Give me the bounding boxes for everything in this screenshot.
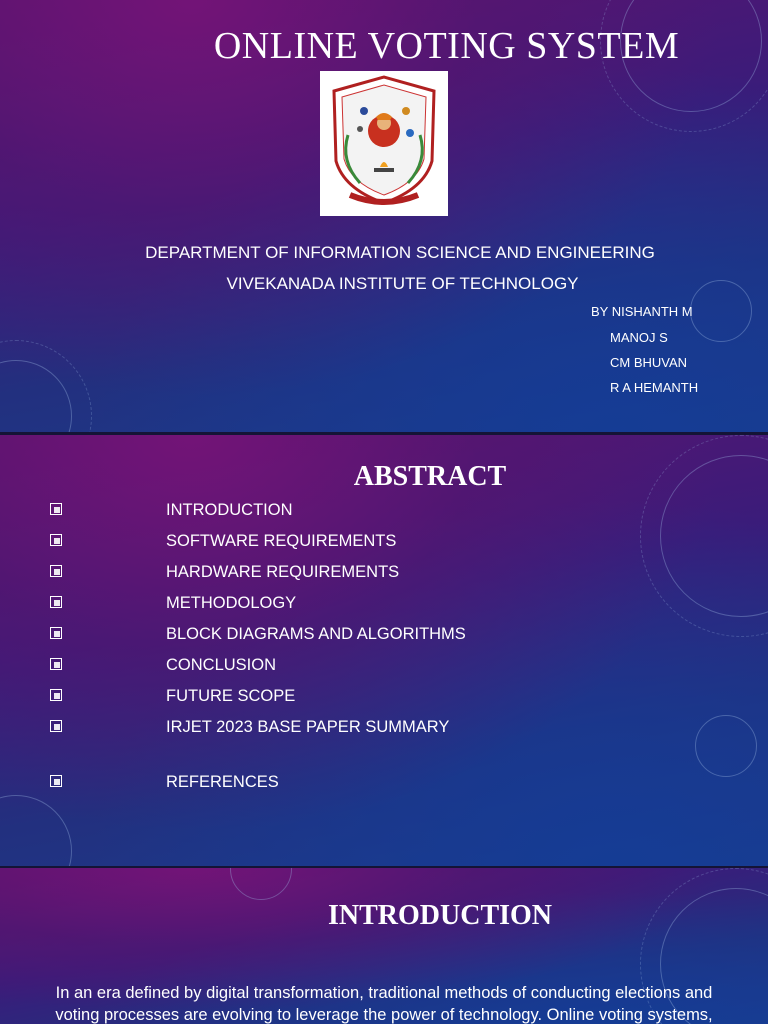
title-slide <box>0 0 768 432</box>
abstract-item: IRJET 2023 BASE PAPER SUMMARY <box>166 718 450 736</box>
checkbox-bullet-icon <box>50 720 62 732</box>
abstract-item: CONCLUSION <box>166 656 277 674</box>
checkbox-bullet-icon <box>50 689 62 701</box>
introduction-line: voting processes are evolving to leverage the power of technology. Online voting systems, <box>55 1006 713 1024</box>
abstract-slide <box>0 435 768 866</box>
checkbox-bullet-icon <box>50 596 62 608</box>
checkbox-bullet-icon <box>50 627 62 639</box>
checkbox-bullet-icon <box>50 503 62 515</box>
author-4: R A HEMANTH <box>610 380 699 395</box>
author-1: BY NISHANTH M <box>591 304 693 319</box>
author-2: MANOJ S <box>610 330 668 345</box>
abstract-item: FUTURE SCOPE <box>166 687 296 705</box>
institute-logo <box>320 71 448 216</box>
decorative-ring <box>695 715 757 777</box>
introduction-paragraph <box>0 982 768 1024</box>
abstract-item: HARDWARE REQUIREMENTS <box>166 563 400 581</box>
institute-name: VIVEKANADA INSTITUTE OF TECHNOLOGY <box>226 274 579 293</box>
decorative-ring <box>230 868 292 900</box>
checkbox-bullet-icon <box>50 534 62 546</box>
author-3: CM BHUVAN <box>610 355 688 370</box>
introduction-slide <box>0 868 768 1024</box>
abstract-item: METHODOLOGY <box>166 594 297 612</box>
checkbox-bullet-icon <box>50 775 62 787</box>
abstract-item: BLOCK DIAGRAMS AND ALGORITHMS <box>166 625 466 643</box>
introduction-heading: INTRODUCTION <box>327 900 553 931</box>
presentation-title: ONLINE VOTING SYSTEM <box>213 25 680 67</box>
checkbox-bullet-icon <box>50 658 62 670</box>
abstract-item: SOFTWARE REQUIREMENTS <box>166 532 397 550</box>
abstract-heading: ABSTRACT <box>353 461 507 492</box>
abstract-item: REFERENCES <box>166 773 279 791</box>
department-name: DEPARTMENT OF INFORMATION SCIENCE AND ENGINEERING <box>145 243 655 262</box>
introduction-line: In an era defined by digital transformation, traditional methods of conducting elections and <box>55 984 713 1002</box>
decorative-ring <box>0 795 72 866</box>
checkbox-bullet-icon <box>50 565 62 577</box>
decorative-ring <box>0 340 92 432</box>
abstract-item: INTRODUCTION <box>166 501 293 519</box>
